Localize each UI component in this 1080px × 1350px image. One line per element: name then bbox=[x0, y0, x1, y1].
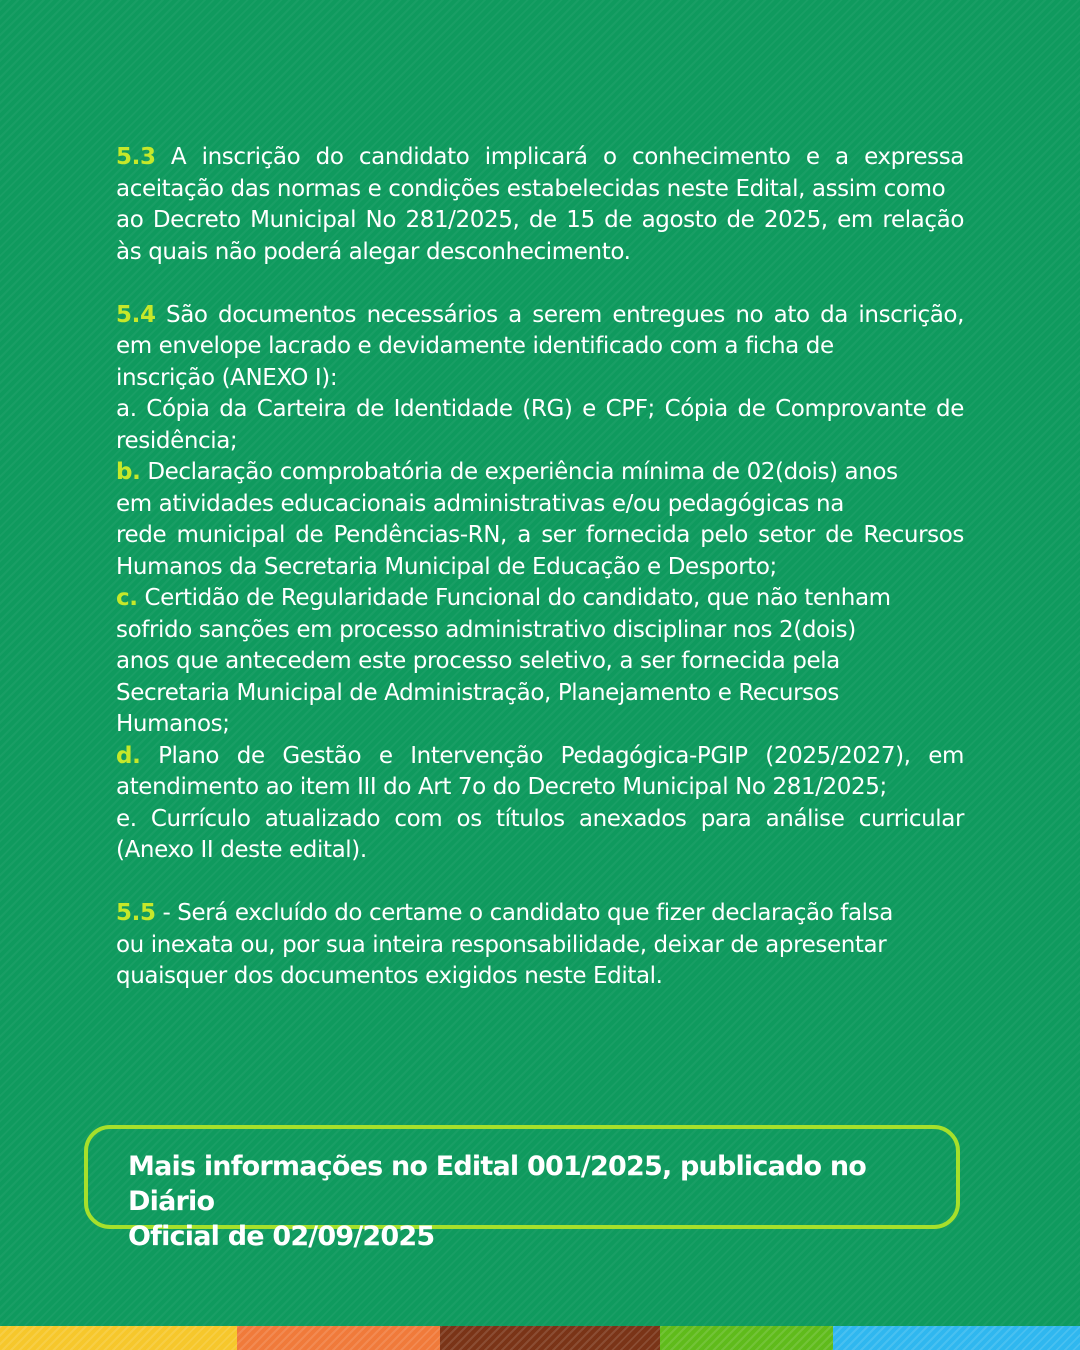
list-item-b bbox=[116, 457, 964, 520]
section-number: 5.5 bbox=[116, 900, 156, 926]
more-info-line: Oficial de 02/09/2025 bbox=[128, 1221, 435, 1252]
section-text: - Será excluído do certame o candidato que fizer declaração falsa bbox=[155, 900, 893, 926]
item-text: Declaração comprobatória de experiência mínima de 02(dois) anos bbox=[140, 459, 898, 485]
item-text: Plano de Gestão e Intervenção Pedagógica-PGIP (2025/2027), em atendimento ao item III do Art 7o do Decreto Municipal No 281/2025; bbox=[116, 742, 964, 800]
more-info-text bbox=[128, 1149, 928, 1254]
section-5-4-continuation bbox=[116, 363, 964, 395]
more-info-box bbox=[84, 1125, 960, 1252]
section-5-3 bbox=[116, 142, 964, 205]
list-item-c bbox=[116, 583, 964, 646]
section-text: ao Decreto Municipal No 281/2025, de 15 de agosto de 2025, em relação às quais não poderá alegar desconhecimento. bbox=[116, 207, 964, 265]
color-stripe-footer bbox=[0, 1326, 1080, 1350]
stripe-blue bbox=[833, 1326, 1080, 1350]
item-text: Humanos; bbox=[116, 711, 230, 737]
stripe-orange bbox=[237, 1326, 440, 1350]
section-number: 5.3 bbox=[116, 144, 156, 170]
more-info-line: Mais informações no Edital 001/2025, publicado no Diário bbox=[128, 1151, 867, 1217]
item-letter: b. bbox=[116, 459, 141, 485]
edital-body bbox=[116, 142, 964, 993]
list-item-e bbox=[116, 804, 964, 867]
list-item-c-end bbox=[116, 678, 964, 741]
stripe-brown bbox=[440, 1326, 660, 1350]
item-text: anos que antecedem este processo seletivo, a ser fornecida pela bbox=[116, 648, 840, 674]
section-text: quaisquer dos documentos exigidos neste Edital. bbox=[116, 963, 663, 989]
section-text: A inscrição do candidato implicará o conhecimento e a expressa aceitação das normas e condições estabelecidas neste Edital, assim como bbox=[116, 144, 964, 202]
item-letter: d. bbox=[116, 742, 141, 769]
item-text: a. Cópia da Carteira de Identidade (RG) e CPF; Cópia de Comprovante de residência; bbox=[116, 396, 964, 454]
list-item-b-continuation bbox=[116, 520, 964, 583]
list-item-a bbox=[116, 394, 964, 457]
section-text: São documentos necessários a serem entregues no ato da inscrição, em envelope lacrado e devidamente identificado com a ficha de bbox=[116, 301, 964, 359]
item-text: em atividades educacionais administrativas e/ou pedagógicas na bbox=[116, 490, 844, 517]
section-text: inscrição (ANEXO I): bbox=[116, 364, 338, 391]
item-text: Certidão de Regularidade Funcional do candidato, que não tenham bbox=[137, 585, 891, 611]
list-item-c-continuation bbox=[116, 646, 964, 678]
list-item-d bbox=[116, 741, 964, 804]
stripe-green bbox=[660, 1326, 833, 1350]
section-text: ou inexata ou, por sua inteira responsabilidade, deixar de apresentar bbox=[116, 931, 887, 958]
item-text: Secretaria Municipal de Administração, Planejamento e Recursos bbox=[116, 679, 839, 706]
section-5-3-continuation bbox=[116, 205, 964, 268]
section-number: 5.4 bbox=[116, 301, 156, 328]
item-text: rede municipal de Pendências-RN, a ser fornecida pelo setor de Recursos Humanos da Secretaria Municipal de Educação e Desporto; bbox=[116, 522, 964, 580]
stripe-yellow bbox=[0, 1326, 237, 1350]
item-letter: c. bbox=[116, 585, 138, 611]
section-5-5 bbox=[116, 898, 964, 993]
item-text: sofrido sanções em processo administrativo disciplinar nos 2(dois) bbox=[116, 616, 856, 643]
section-5-4 bbox=[116, 300, 964, 363]
item-text: e. Currículo atualizado com os títulos anexados para análise curricular (Anexo II deste edital). bbox=[116, 805, 964, 863]
